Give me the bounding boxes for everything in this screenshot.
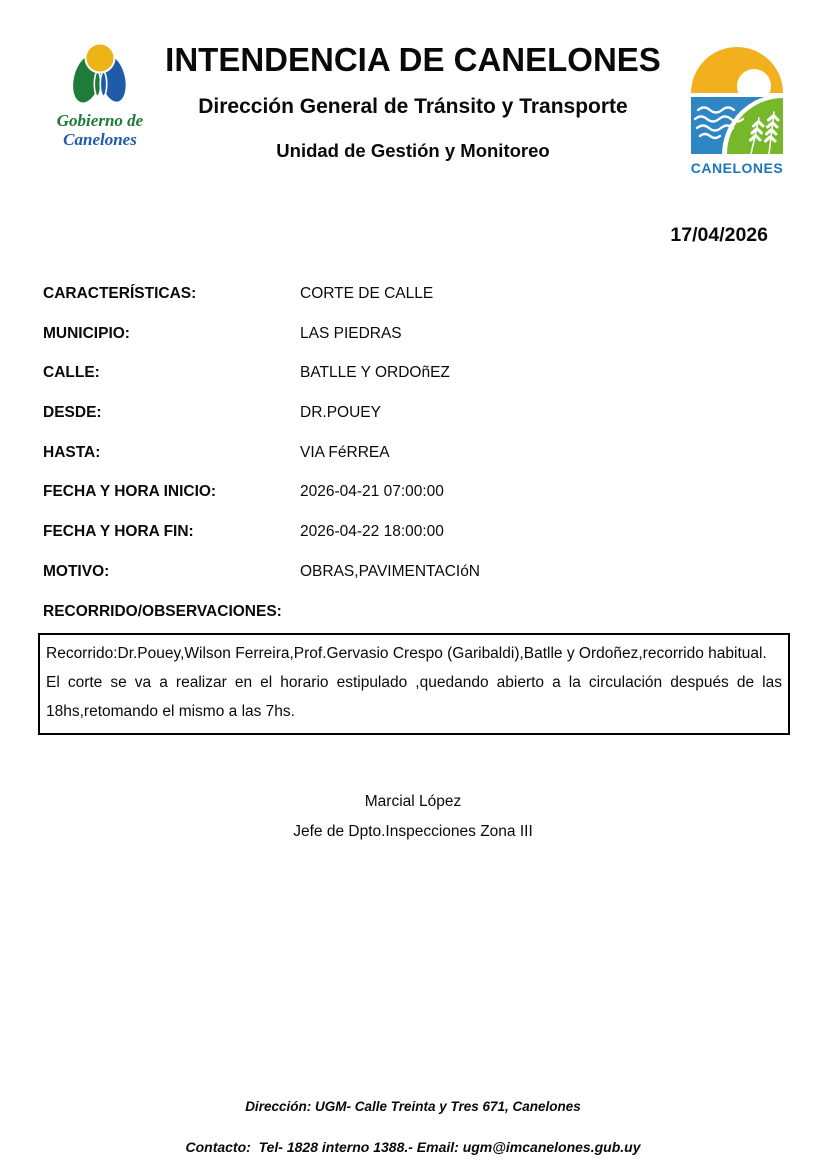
observations-box	[38, 633, 790, 735]
field-row-fecha-fin	[43, 521, 788, 543]
canelones-emblem-icon	[691, 141, 783, 158]
field-label: CARACTERÍSTICAS:	[43, 285, 197, 302]
canelones-emblem-logo	[690, 36, 784, 176]
field-label: FECHA Y HORA FIN:	[43, 523, 194, 541]
gobierno-logo-text-line1: Gobierno de	[56, 111, 144, 130]
field-value: VIA FéRREA	[300, 443, 390, 461]
field-value: BATLLE Y ORDOñEZ	[300, 364, 450, 382]
field-row-caracteristicas	[43, 283, 788, 305]
page-title: INTENDENCIA DE CANELONES	[165, 41, 661, 78]
field-value: 2026-04-22 18:00:00	[300, 523, 444, 541]
field-label: MUNICIPIO:	[43, 324, 130, 342]
gobierno-logo-text-line2: Canelones	[63, 129, 137, 149]
field-row-hasta	[43, 442, 788, 464]
field-value: CORTE DE CALLE	[300, 285, 434, 302]
field-label: HASTA:	[43, 443, 101, 461]
observations-label: RECORRIDO/OBSERVACIONES:	[43, 602, 282, 620]
canelones-emblem-caption: CANELONES	[690, 160, 784, 176]
footer-address: Dirección: UGM- Calle Treinta y Tres 671, Canelones	[245, 1099, 581, 1114]
observations-paragraph-recorrido: Recorrido:Dr.Pouey,Wilson Ferreira,Prof.Gervasio Crespo (Garibaldi),Batlle y Ordoñez,recorrido habitual.	[46, 645, 767, 662]
field-row-calle	[43, 362, 788, 384]
field-label: FECHA Y HORA INICIO:	[43, 483, 217, 501]
field-row-municipio	[43, 323, 788, 345]
signature-name: Marcial López	[364, 793, 462, 810]
field-row-fecha-inicio	[43, 481, 788, 503]
fields-section	[43, 283, 788, 623]
page-subtitle-direccion: Dirección General de Tránsito y Transporte	[198, 95, 628, 118]
footer-contact: Contacto: Tel- 1828 interno 1388.- Email: ugm@imcanelones.gub.uy	[185, 1139, 641, 1155]
observations-paragraph-horario: El corte se va a realizar en el horario estipulado ,quedando abierto a la circulación después de las 18hs,retomando el mismo a las 7hs.	[46, 674, 782, 720]
field-value: 2026-04-21 07:00:00	[300, 483, 444, 501]
document-date: 17/04/2026	[670, 224, 768, 246]
field-label: DESDE:	[43, 404, 102, 422]
field-value: LAS PIEDRAS	[300, 324, 402, 342]
field-label: MOTIVO:	[43, 562, 110, 580]
field-row-motivo	[43, 561, 788, 583]
field-row-desde	[43, 402, 788, 424]
canelones-logo-graphic	[691, 36, 783, 154]
field-value: OBRAS,PAVIMENTACIóN	[300, 562, 481, 580]
page-subtitle-unidad: Unidad de Gestión y Monitoreo	[276, 140, 550, 161]
field-label: CALLE:	[43, 364, 100, 382]
signature-title: Jefe de Dpto.Inspecciones Zona III	[293, 823, 533, 840]
signature-block	[0, 787, 826, 847]
field-value: DR.POUEY	[300, 404, 381, 422]
